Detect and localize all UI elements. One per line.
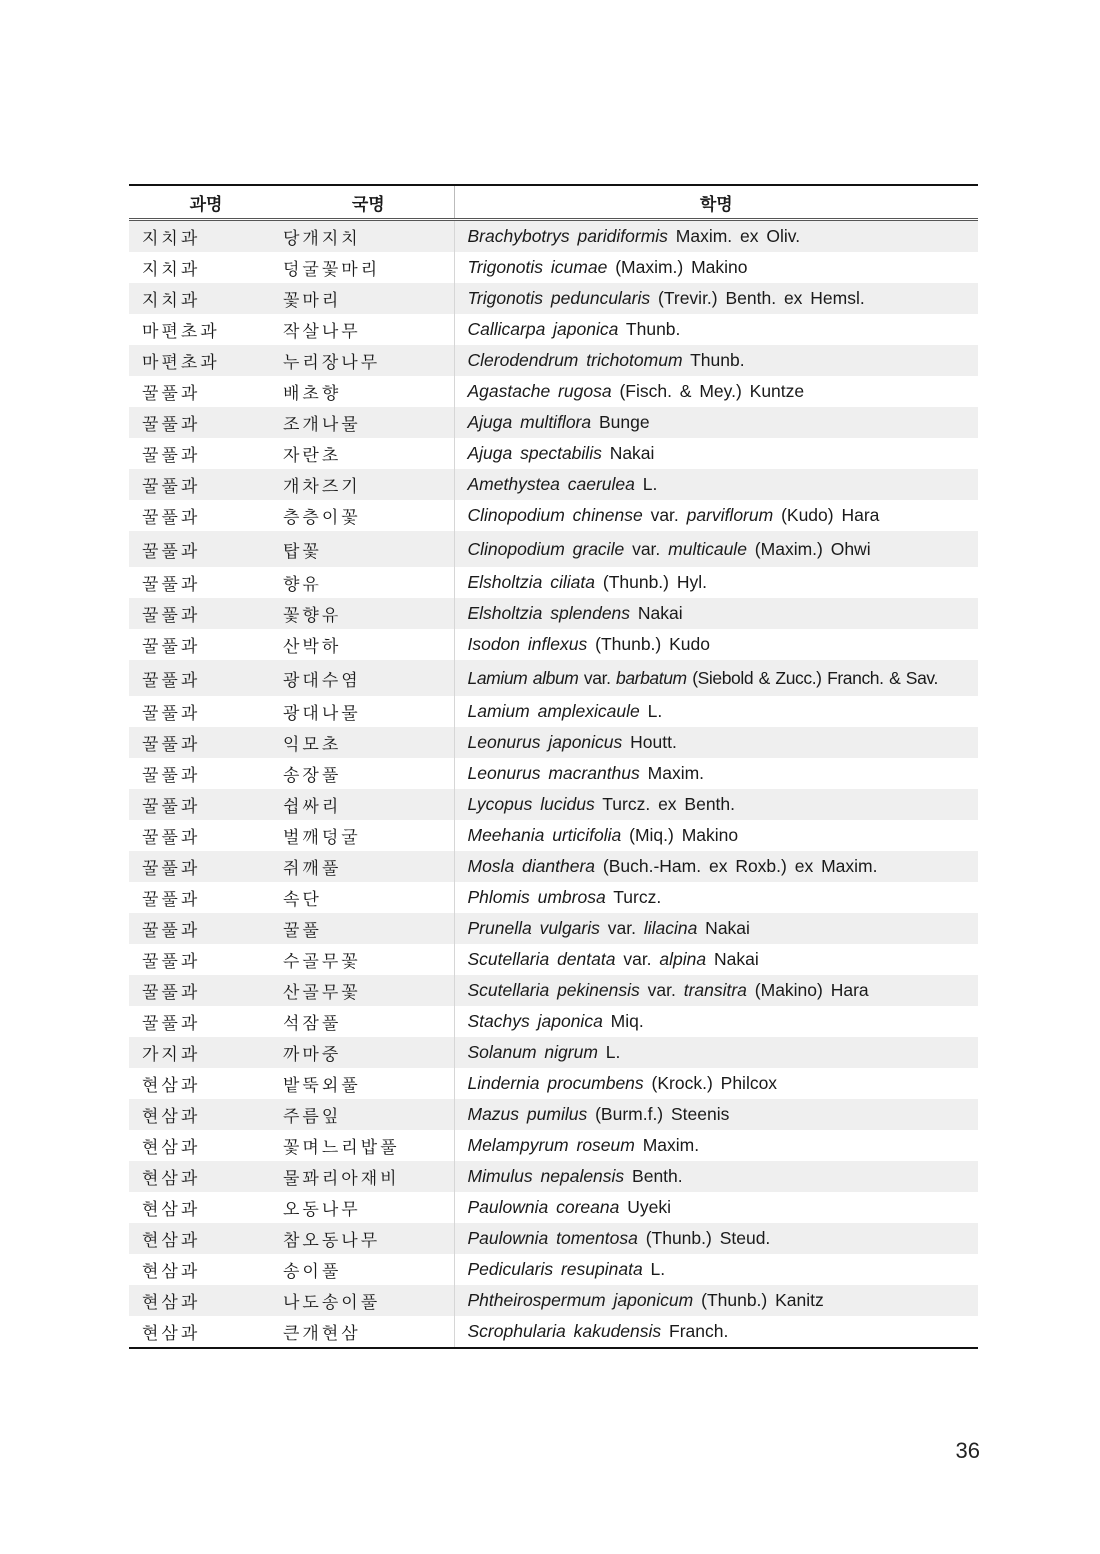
korean-name-cell: 작살나무 [283, 322, 361, 342]
table-row [129, 696, 978, 727]
italic-name-part: Ajuga multiflora [467, 412, 592, 432]
korean-name-cell: 참오동나무 [283, 1223, 454, 1254]
table-row [129, 500, 978, 531]
scientific-name-cell [454, 882, 978, 913]
family-cell: 꿀풀과 [142, 952, 201, 972]
family-cell: 지치과 [129, 220, 283, 253]
korean-name-cell: 수골무꽃 [283, 952, 361, 972]
italic-name-part: Leonurus japonicus [467, 732, 623, 752]
italic-name-part: Elsholtzia splendens [467, 603, 631, 623]
korean-name-cell: 송장풀 [283, 766, 342, 786]
author-part: Maxim. [634, 1135, 700, 1155]
family-cell: 마편초과 [142, 322, 220, 342]
scientific-name-cell [454, 1192, 978, 1223]
korean-name-cell: 광대나물 [283, 704, 361, 724]
author-part: L. [642, 1259, 666, 1279]
family-cell: 꿀풀과 [142, 508, 201, 528]
scientific-name-cell [454, 1068, 978, 1099]
korean-name-cell: 송이풀 [283, 1262, 342, 1282]
italic-name-part: Phtheirospermum japonicum [467, 1290, 694, 1310]
family-cell: 꿀풀과 [142, 704, 201, 724]
header-korean-name: 국명 [283, 185, 454, 220]
scientific-name-cell [454, 1223, 978, 1254]
table-row [129, 1285, 978, 1316]
table-row [129, 438, 978, 469]
italic-name-part: Trigonotis peduncularis [467, 288, 651, 308]
table-row [129, 1161, 978, 1192]
author-part: (Makino) Hara [746, 980, 869, 1000]
scientific-name-cell [454, 1254, 978, 1285]
scientific-name-cell [454, 1037, 978, 1068]
korean-name-cell: 향유 [283, 575, 322, 595]
italic-name-part: Agastache rugosa [467, 381, 612, 401]
table-row [129, 1192, 978, 1223]
italic-name-part: Scrophularia kakudensis [467, 1321, 662, 1341]
page-number: 36 [955, 1438, 980, 1463]
italic-name-part: lilacina [643, 918, 698, 938]
scientific-name-cell [454, 696, 978, 727]
korean-name-cell: 산골무꽃 [283, 975, 454, 1006]
italic-name-part: Leonurus macranthus [467, 763, 640, 783]
family-cell: 지치과 [129, 283, 283, 314]
table-row [129, 727, 978, 758]
scientific-name-cell [454, 789, 978, 820]
author-part: var. [642, 505, 687, 525]
author-part: (Kudo) Hara [773, 505, 880, 525]
family-cell: 꿀풀과 [129, 975, 283, 1006]
family-cell: 가지과 [129, 1037, 283, 1068]
table-row [129, 1223, 978, 1254]
table-row [129, 1316, 978, 1348]
family-cell: 마편초과 [129, 345, 283, 376]
author-part: Nakai [630, 603, 683, 623]
table-row [129, 376, 978, 407]
italic-name-part: parviflorum [686, 505, 774, 525]
author-part: Turcz. ex Benth. [594, 794, 736, 814]
author-part: (Trevir.) Benth. ex Hemsl. [650, 288, 865, 308]
scientific-name-cell [454, 220, 978, 253]
table-row [129, 820, 978, 851]
italic-name-part: Scutellaria dentata [467, 949, 616, 969]
author-part: var. [615, 949, 660, 969]
table-row [129, 1068, 978, 1099]
korean-name-cell: 누리장나무 [283, 345, 454, 376]
table-row [129, 1130, 978, 1161]
italic-name-part: Ajuga spectabilis [467, 443, 602, 463]
italic-name-part: Clinopodium chinense [467, 505, 643, 525]
family-cell: 현삼과 [142, 1138, 201, 1158]
italic-name-part: Trigonotis icumae [467, 257, 608, 277]
korean-name-cell: 쉽싸리 [283, 789, 454, 820]
table-body [129, 220, 978, 1349]
korean-name-cell: 쥐깨풀 [283, 851, 454, 882]
table-row [129, 660, 978, 696]
korean-name-cell: 조개나물 [283, 407, 454, 438]
table-row [129, 567, 978, 598]
korean-name-cell: 나도송이풀 [283, 1285, 454, 1316]
author-part: (Buch.-Ham. ex Roxb.) ex Maxim. [595, 856, 878, 876]
korean-name-cell: 익모초 [283, 727, 454, 758]
author-part: Nakai [706, 949, 759, 969]
italic-name-part: Prunella vulgaris [467, 918, 600, 938]
korean-name-cell: 덩굴꽃마리 [283, 260, 381, 280]
korean-name-cell: 주름잎 [283, 1099, 454, 1130]
scientific-name-cell [454, 283, 978, 314]
family-cell: 현삼과 [142, 1200, 201, 1220]
author-part: Turcz. [605, 887, 662, 907]
table-row [129, 314, 978, 345]
table-row [129, 789, 978, 820]
family-cell: 꿀풀과 [142, 637, 201, 657]
scientific-name-cell [454, 1130, 978, 1161]
author-part: (Burm.f.) Steenis [587, 1104, 730, 1124]
korean-name-cell: 꽃며느리밥풀 [283, 1138, 400, 1158]
italic-name-part: multicaule [668, 538, 747, 559]
author-part: Nakai [601, 443, 655, 463]
scientific-name-cell [454, 629, 978, 660]
author-part: (Thunb.) Hyl. [595, 572, 707, 592]
italic-name-part: Solanum nigrum [467, 1042, 598, 1062]
scientific-name-cell [454, 820, 978, 851]
italic-name-part: Paulownia tomentosa [467, 1228, 638, 1248]
scientific-name-cell [454, 660, 978, 696]
korean-name-cell: 자란초 [283, 446, 342, 466]
family-cell: 꿀풀과 [142, 766, 201, 786]
table-header [129, 185, 978, 220]
italic-name-part: transitra [683, 980, 747, 1000]
scientific-name-cell [454, 407, 978, 438]
family-cell: 현삼과 [129, 1161, 283, 1192]
italic-name-part: Stachys japonica [467, 1011, 603, 1031]
scientific-name-cell [454, 727, 978, 758]
italic-name-part: alpina [659, 949, 707, 969]
family-cell: 꿀풀과 [142, 828, 201, 848]
scientific-name-cell [454, 598, 978, 629]
family-cell: 현삼과 [142, 1262, 201, 1282]
italic-name-part: Meehania urticifolia [467, 825, 622, 845]
family-cell: 현삼과 [129, 1285, 283, 1316]
family-cell: 꿀풀과 [129, 598, 283, 629]
table-row [129, 407, 978, 438]
species-table [129, 184, 978, 1349]
family-cell: 꿀풀과 [129, 469, 283, 500]
scientific-name-cell [454, 252, 978, 283]
author-part: (Maxim.) Ohwi [746, 538, 871, 559]
table-row [129, 629, 978, 660]
author-part: Thunb. [618, 319, 681, 339]
scientific-name-cell [454, 975, 978, 1006]
korean-name-cell: 배초향 [283, 384, 342, 404]
author-part: Nakai [697, 918, 750, 938]
family-cell: 현삼과 [129, 1099, 283, 1130]
italic-name-part: Amethystea caerulea [467, 474, 635, 494]
table-row [129, 531, 978, 567]
family-cell: 꿀풀과 [129, 913, 283, 944]
korean-name-cell: 오동나무 [283, 1200, 361, 1220]
korean-name-cell: 까마중 [283, 1037, 454, 1068]
italic-name-part: Scutellaria pekinensis [467, 980, 640, 1000]
italic-name-part: Lycopus lucidus [467, 794, 595, 814]
table-row [129, 758, 978, 789]
author-part: Bunge [591, 412, 650, 432]
scientific-name-cell [454, 567, 978, 598]
author-part: (Krock.) Philcox [643, 1073, 778, 1093]
scientific-name-cell [454, 1099, 978, 1130]
family-cell: 꿀풀과 [129, 789, 283, 820]
author-part: (Thunb.) Steud. [637, 1228, 771, 1248]
author-part: L. [639, 701, 663, 721]
korean-name-cell: 개차즈기 [283, 469, 454, 500]
italic-name-part: Melampyrum roseum [467, 1135, 635, 1155]
family-cell: 현삼과 [142, 1076, 201, 1096]
italic-name-part: barbatum [616, 667, 687, 688]
author-part: Houtt. [622, 732, 677, 752]
korean-name-cell: 꽃향유 [283, 598, 454, 629]
table-row [129, 345, 978, 376]
author-part: (Fisch. & Mey.) Kuntze [611, 381, 805, 401]
italic-name-part: Mosla dianthera [467, 856, 596, 876]
italic-name-part: Elsholtzia ciliata [467, 572, 595, 592]
author-part: (Miq.) Makino [621, 825, 739, 845]
author-part: Miq. [602, 1011, 644, 1031]
scientific-name-cell [454, 345, 978, 376]
author-part: Thunb. [682, 350, 745, 370]
korean-name-cell: 층층이꽃 [283, 508, 361, 528]
scientific-name-cell [454, 944, 978, 975]
author-part: (Thunb.) Kudo [587, 634, 710, 654]
table-row [129, 913, 978, 944]
scientific-name-cell [454, 376, 978, 407]
korean-name-cell: 속단 [283, 890, 322, 910]
italic-name-part: Lamium amplexicaule [467, 701, 640, 721]
table-row [129, 1006, 978, 1037]
table-row [129, 1037, 978, 1068]
scientific-name-cell [454, 438, 978, 469]
table-row [129, 283, 978, 314]
scientific-name-cell [454, 1006, 978, 1037]
family-cell: 현삼과 [142, 1324, 201, 1344]
table-row [129, 1099, 978, 1130]
italic-name-part: Paulownia coreana [467, 1197, 620, 1217]
scientific-name-cell [454, 1316, 978, 1348]
italic-name-part: Phlomis umbrosa [467, 887, 606, 907]
author-part: var. [624, 538, 669, 559]
header-family: 과명 [129, 185, 283, 220]
scientific-name-cell [454, 758, 978, 789]
author-part: (Thunb.) Kanitz [693, 1290, 824, 1310]
family-cell: 꿀풀과 [142, 1014, 201, 1034]
korean-name-cell: 탑꽃 [283, 531, 454, 567]
table-row [129, 882, 978, 913]
italic-name-part: Clinopodium gracile [467, 538, 625, 559]
author-part: var. [639, 980, 684, 1000]
table-row [129, 598, 978, 629]
scientific-name-cell [454, 531, 978, 567]
korean-name-cell: 꿀풀 [283, 913, 454, 944]
table-row [129, 944, 978, 975]
family-cell: 꿀풀과 [129, 407, 283, 438]
author-part: Maxim. [639, 763, 705, 783]
table-row [129, 469, 978, 500]
italic-name-part: Lamium album [467, 667, 579, 688]
korean-name-cell: 당개지치 [283, 220, 454, 253]
family-cell: 꿀풀과 [129, 531, 283, 567]
family-cell: 꿀풀과 [129, 660, 283, 696]
korean-name-cell: 큰개현삼 [283, 1324, 361, 1344]
author-part: Franch. [661, 1321, 729, 1341]
family-cell: 꿀풀과 [142, 890, 201, 910]
author-part: var. [578, 667, 616, 688]
italic-name-part: Mazus pumilus [467, 1104, 588, 1124]
family-cell: 꿀풀과 [129, 851, 283, 882]
table-row [129, 220, 978, 253]
family-cell: 현삼과 [129, 1223, 283, 1254]
author-part: Uyeki [619, 1197, 671, 1217]
italic-name-part: Mimulus nepalensis [467, 1166, 625, 1186]
family-cell: 꿀풀과 [142, 384, 201, 404]
scientific-name-cell [454, 469, 978, 500]
family-cell: 꿀풀과 [129, 727, 283, 758]
korean-name-cell: 광대수염 [283, 660, 454, 696]
table-row [129, 252, 978, 283]
scientific-name-cell [454, 1161, 978, 1192]
italic-name-part: Clerodendrum trichotomum [467, 350, 683, 370]
scientific-name-cell [454, 1285, 978, 1316]
italic-name-part: Brachybotrys paridiformis [467, 226, 668, 246]
family-cell: 꿀풀과 [142, 575, 201, 595]
header-scientific-name: 학명 [454, 185, 978, 220]
author-part: var. [599, 918, 644, 938]
author-part: Maxim. ex Oliv. [667, 226, 801, 246]
author-part: L. [634, 474, 658, 494]
korean-name-cell: 꽃마리 [283, 283, 454, 314]
scientific-name-cell [454, 913, 978, 944]
author-part: L. [597, 1042, 621, 1062]
scientific-name-cell [454, 500, 978, 531]
table-row [129, 851, 978, 882]
korean-name-cell: 산박하 [283, 637, 342, 657]
table-row [129, 1254, 978, 1285]
korean-name-cell: 물꽈리아재비 [283, 1161, 454, 1192]
korean-name-cell: 석잠풀 [283, 1014, 342, 1034]
italic-name-part: Lindernia procumbens [467, 1073, 644, 1093]
table-row [129, 975, 978, 1006]
family-cell: 꿀풀과 [142, 446, 201, 466]
scientific-name-cell [454, 314, 978, 345]
author-part: (Maxim.) Makino [607, 257, 748, 277]
italic-name-part: Isodon inflexus [467, 634, 588, 654]
family-cell: 지치과 [142, 260, 201, 280]
korean-name-cell: 벌깨덩굴 [283, 828, 361, 848]
italic-name-part: Pedicularis resupinata [467, 1259, 643, 1279]
italic-name-part: Callicarpa japonica [467, 319, 619, 339]
author-part: Benth. [624, 1166, 683, 1186]
korean-name-cell: 밭뚝외풀 [283, 1076, 361, 1096]
scientific-name-cell [454, 851, 978, 882]
author-part: (Siebold & Zucc.) Franch. & Sav. [686, 667, 938, 688]
